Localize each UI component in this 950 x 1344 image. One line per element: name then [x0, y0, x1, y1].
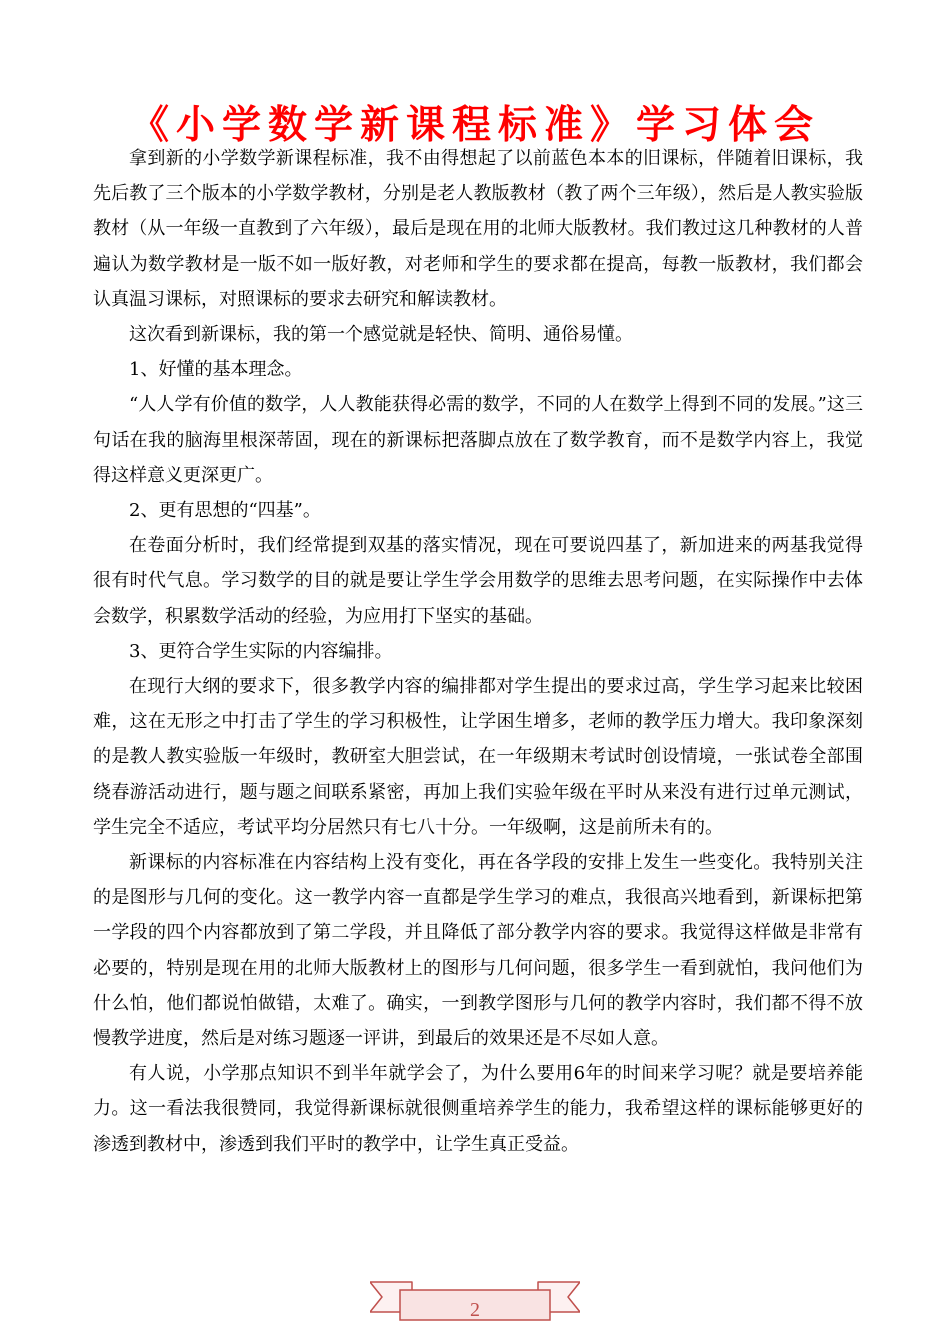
page-footer — [370, 1272, 580, 1342]
paragraph: 在现行大纲的要求下，很多教学内容的编排都对学生提出的要求过高，学生学习起来比较困难，这在无形之中打击了学生的学习积极性，让学困生增多，老师的教学压力增大。我印象深刻的是教人教实验版一年级时，教研室大胆尝试，在一年级期末考试时创设情境，一张试卷全部围绕春游活动进行，题与题之间联系紧密，再加上我们实验年级在平时从来没有进行过单元测试，学生完全不适应，考试平均分居然只有七八十分。一年级啊，这是前所未有的。 — [93, 676, 863, 838]
paragraph: “人人学有价值的数学，人人教能获得必需的数学，不同的人在数学上得到不同的发展。”这三句话在我的脑海里根深蒂固，现在的新课标把落脚点放在了数学教育，而不是数学内容上，我觉得这样意义更深更广。 — [93, 394, 863, 486]
paragraph: 这次看到新课标，我的第一个感觉就是轻快、简明、通俗易懂。 — [129, 324, 633, 346]
page-number: 2 — [470, 1299, 480, 1321]
paragraph: 新课标的内容标准在内容结构上没有变化，再在各学段的安排上发生一些变化。我特别关注的是图形与几何的变化。这一教学内容一直都是学生学习的难点，我很高兴地看到，新课标把第一学段的四个内容都放到了第二学段，并且降低了部分教学内容的要求。我觉得这样做是非常有必要的，特别是现在用的北师大版教材上的图形与几何问题，很多学生一看到就怕，我问他们为什么怕，他们都说怕做错，太难了。确实，一到教学图形与几何的教学内容时，我们都不得不放慢教学进度，然后是对练习题逐一评讲，到最后的效果还是不尽如人意。 — [93, 852, 863, 1050]
section-heading: 1、好懂的基本理念。 — [129, 359, 303, 381]
paragraph: 拿到新的小学数学新课程标准，我不由得想起了以前蓝色本本的旧课标，伴随着旧课标，我先后教了三个版本的小学数学教材，分别是老人教版教材（教了两个三年级），然后是人教实验版教材（从一年级一直教到了六年级），最后是现在用的北师大版教材。我们教过这几种教材的人普遍认为数学教材是一版不如一版好教，对老师和学生的要求都在提高，每教一版教材，我们都会认真温习课标，对照课标的要求去研究和解读教材。 — [93, 148, 863, 310]
section-heading: 2、更有思想的“四基”。 — [129, 500, 321, 522]
paragraph: 有人说，小学那点知识不到半年就学会了，为什么要用6年的时间来学习呢？就是要培养能力。这一看法我很赞同，我觉得新课标就很侧重培养学生的能力，我希望这样的课标能够更好的渗透到教材中，渗透到我们平时的教学中，让学生真正受益。 — [93, 1063, 863, 1155]
paragraph: 在卷面分析时，我们经常提到双基的落实情况，现在可要说四基了，新加进来的两基我觉得很有时代气息。学习数学的目的就是要让学生学会用数学的思维去思考问题，在实际操作中去体会数学，积累数学活动的经验，为应用打下坚实的基础。 — [93, 535, 863, 627]
section-heading: 3、更符合学生实际的内容编排。 — [129, 640, 393, 662]
document-body — [93, 141, 863, 1162]
document-title: 《小学数学新课程标准》学习体会 — [129, 102, 820, 148]
